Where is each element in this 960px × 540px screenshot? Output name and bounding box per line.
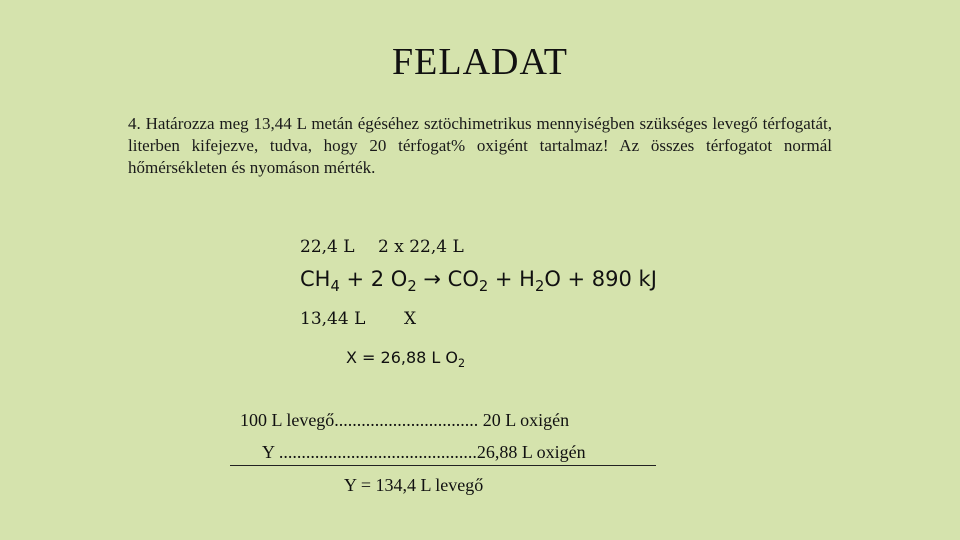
x-result-subscript: 2 xyxy=(458,357,466,371)
equation-o2-subscript: 2 xyxy=(407,278,417,296)
equation-h2-subscript: 2 xyxy=(534,278,545,296)
o2-unknown-volume: X xyxy=(404,309,417,329)
slide-title: FELADAT xyxy=(392,41,568,83)
equation-plus-o: + 2 O xyxy=(339,267,408,291)
equation-ch4-subscript: 4 xyxy=(330,278,340,296)
reaction-equation xyxy=(300,267,657,295)
unknown-ratio-line: Y ............................................26,88 L oxigén xyxy=(262,442,586,462)
equation-co2-subscript: 2 xyxy=(478,278,489,296)
x-result xyxy=(346,348,465,370)
ratio-divider xyxy=(230,465,656,466)
ch4-molar-volume: 22,4 L xyxy=(300,237,355,257)
final-result: Y = 134,4 L levegő xyxy=(344,475,484,495)
problem-statement: 4. Határozza meg 13,44 L metán égéséhez sztöchimetrikus mennyiségben szükséges levegő térfogatát, literben kifejezve, tudva, hogy 20 térfogat% oxigént tartalmaz! Az összes térfogatot normál hőmérsékleten és nyomáson mérték. xyxy=(128,114,832,177)
equation-water-energy: O + 890 kJ xyxy=(544,267,657,291)
equation-ch: CH xyxy=(300,267,331,291)
ch4-given-volume: 13,44 L xyxy=(300,309,366,329)
equation-arrow-co: → CO xyxy=(416,267,479,291)
o2-molar-volume: 2 x 22,4 L xyxy=(378,237,464,257)
air-ratio-line: 100 L levegő................................ 20 L oxigén xyxy=(240,410,570,430)
equation-plus-h: + H xyxy=(488,267,535,291)
x-result-text: X = 26,88 L O xyxy=(346,348,459,367)
